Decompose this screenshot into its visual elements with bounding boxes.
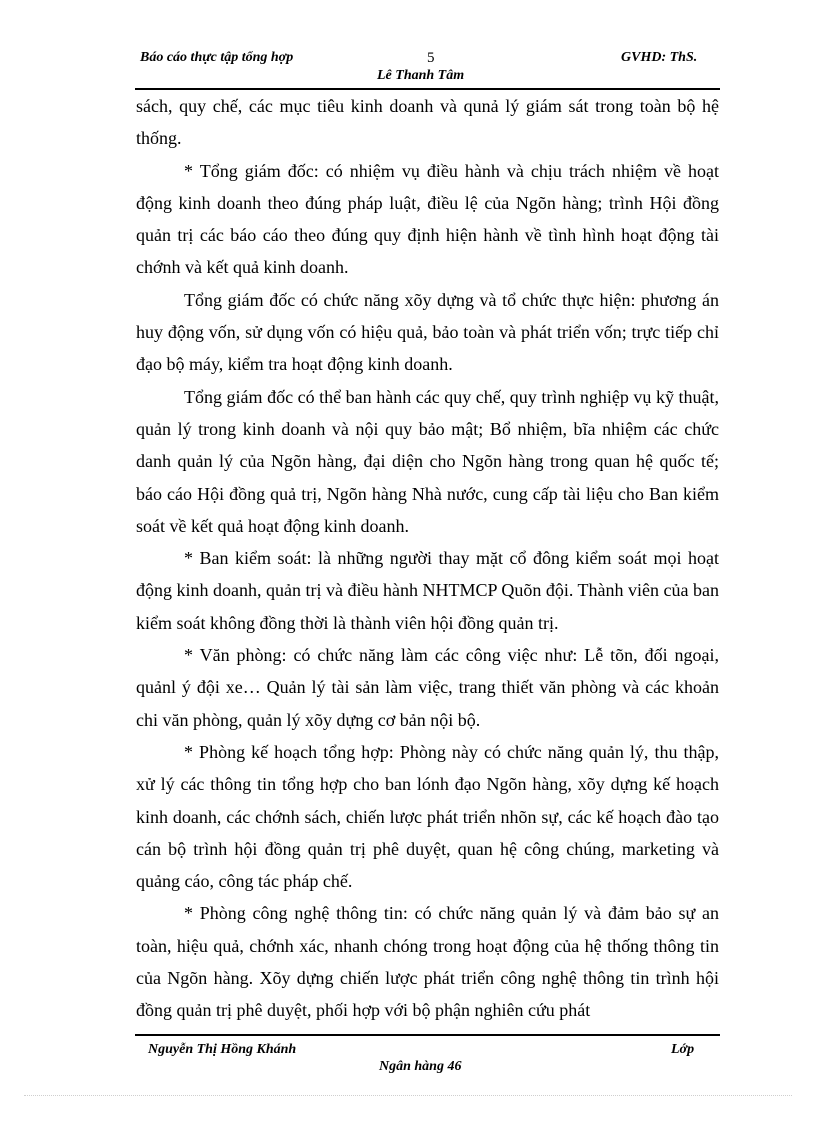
page-bottom-dotted-line <box>24 1095 792 1096</box>
header-page-number: 5 <box>427 50 435 66</box>
header-supervisor-name: Lê Thanh Tâm <box>377 68 465 83</box>
paragraph: sách, quy chế, các mục tiêu kinh doanh và qunả lý giám sát trong toàn bộ hệ thống. <box>136 96 719 149</box>
paragraph: * Phòng công nghệ thông tin: có chức năng quản lý và đảm bảo sự an toàn, hiệu quả, chớnh xác, nhanh chóng trong hoạt động của hệ thống thông tin của Ngõn hàng. Xõy dựng chiến lược phát triển công nghệ thông tin trình hội đồng quản trị phê duyệt, phối hợp với bộ phận nghiên cứu phát <box>136 903 719 1021</box>
footer-class-label: Lớp <box>671 1042 695 1057</box>
paragraph: * Tổng giám đốc: có nhiệm vụ điều hành và chịu trách nhiệm về hoạt động kinh doanh theo đúng pháp luật, điều lệ của Ngõn hàng; trình Hội đồng quản trị các báo cáo theo đúng quy định hiện hành về tình hình hoạt động tài chớnh và kết quả kinh doanh. <box>136 160 719 278</box>
paragraph: Tổng giám đốc có chức năng xõy dựng và tổ chức thực hiện: phương án huy động vốn, sử dụng vốn có hiệu quả, bảo toàn và phát triển vốn; trực tiếp chỉ đạo bộ máy, kiểm tra hoạt động kinh doanh. <box>136 289 719 375</box>
footer-divider <box>135 1034 720 1036</box>
paragraph: * Ban kiểm soát: là những người thay mặt cổ đông kiểm soát mọi hoạt động kinh doanh, quản trị và điều hành NHTMCP Quõn đội. Thành viên của ban kiểm soát không đồng thời là thành viên hội đồng quản trị. <box>136 548 719 633</box>
paragraph: * Phòng kế hoạch tổng hợp: Phòng này có chức năng quản lý, thu thập, xử lý các thông tin tổng hợp cho ban lónh đạo Ngõn hàng, xõy dựng kế hoạch kinh doanh, các chớnh sách, chiến lược phát triển nhõn sự, các kế hoạch đào tạo cán bộ trình hội đồng quản trị phê duyệt, quan hệ công chúng, marketing và quảng cáo, công tác pháp chế. <box>136 741 719 892</box>
header-report-title: Báo cáo thực tập tổng hợp <box>140 50 294 65</box>
paragraph: * Văn phòng: có chức năng làm các công việc như: Lễ tõn, đối ngoại, quảnl ý đội xe… Quản lý tài sản làm việc, trang thiết văn phòng và các khoản chi văn phòng, quản lý xõy dựng cơ bản nội bộ. <box>136 645 719 730</box>
header-supervisor-label: GVHD: ThS. <box>621 50 698 65</box>
footer-author: Nguyễn Thị Hồng Khánh <box>148 1042 297 1057</box>
body-text <box>136 90 719 1027</box>
paragraph: Tổng giám đốc có thể ban hành các quy chế, quy trình nghiệp vụ kỹ thuật, quản lý trong kinh doanh và nội quy bảo mật; Bổ nhiệm, bĩa nhiệm các chức danh quản lý của Ngõn hàng, đại diện cho Ngõn hàng trong quan hệ quốc tế; báo cáo Hội đồng quả trị, Ngõn hàng Nhà nước, cung cấp tài liệu cho Ban kiểm soát về kết quả hoạt động kinh doanh. <box>136 386 719 536</box>
footer-class-name: Ngân hàng 46 <box>379 1059 462 1074</box>
